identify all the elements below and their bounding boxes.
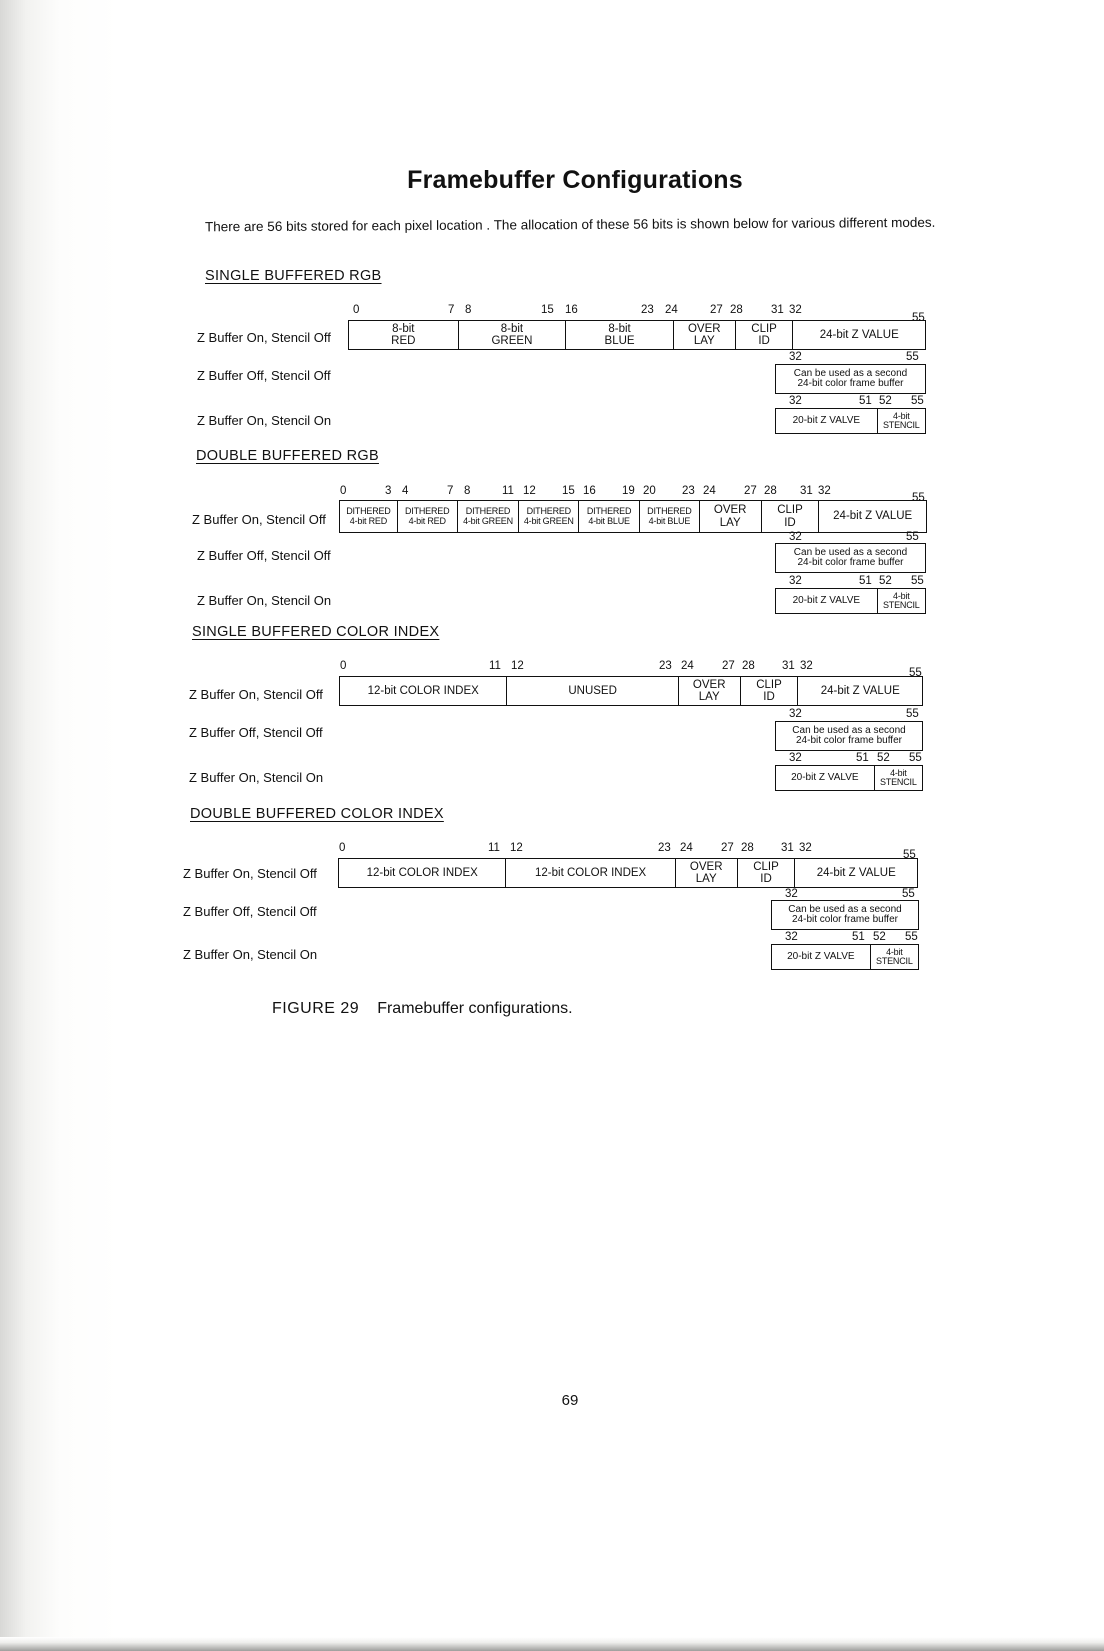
tick-55: 55 — [912, 312, 925, 324]
field-dithered-blue-2: DITHERED 4-bit BLUE — [640, 501, 700, 532]
row-label-z-on-stencil-off-3: Z Buffer On, Stencil Off — [189, 687, 323, 702]
tick2-55: 55 — [912, 492, 925, 504]
figure-caption-text: Framebuffer configurations. — [377, 1000, 573, 1017]
tick2-23: 23 — [682, 485, 695, 497]
tick-zoff-start-3: 32 — [789, 708, 802, 720]
row-label-z-off-stencil-off-3: Z Buffer Off, Stencil Off — [189, 725, 323, 740]
page-title: Framebuffer Configurations — [407, 166, 743, 194]
tick-31: 31 — [771, 304, 784, 316]
field-color-index-12: 12-bit COLOR INDEX — [340, 677, 507, 705]
tick-stencil-52-1: 52 — [879, 395, 892, 407]
tick2-28: 28 — [764, 485, 777, 497]
tick-stencil-51-2: 51 — [859, 575, 872, 587]
field-clip-id-2: CLIP ID — [762, 501, 820, 532]
field-dithered-red-2: DITHERED 4-bit RED — [398, 501, 458, 532]
field-overlay: OVER LAY — [674, 321, 736, 349]
tick-zoff-start-4: 32 — [785, 888, 798, 900]
tick2-8: 8 — [464, 485, 471, 497]
tick3-23: 23 — [659, 660, 672, 672]
bitfield-bar-double-rgb-z-off — [775, 543, 926, 573]
field-stencil-4-3: 4-bit STENCIL — [880, 767, 917, 787]
tick4-28: 28 — [741, 842, 754, 854]
row-label-z-off-stencil-off-2: Z Buffer Off, Stencil Off — [197, 548, 331, 563]
tick-7: 7 — [448, 304, 455, 316]
bitfield-bar-single-rgb-z-off — [775, 364, 926, 394]
tick2-7: 7 — [447, 485, 454, 497]
field-z-value-24: 24-bit Z VALUE — [819, 328, 899, 341]
field-overlay-3: OVER LAY — [679, 677, 741, 705]
tick-28: 28 — [730, 304, 743, 316]
tick-stencil-32-2: 32 — [789, 575, 802, 587]
field-color-index-12-front: 12-bit COLOR INDEX — [339, 859, 506, 887]
tick-8: 8 — [465, 304, 472, 316]
bitfield-bar-single-rgb-z-on — [348, 320, 926, 350]
field-z-value-20-3: 20-bit Z VALVE — [776, 766, 875, 790]
tick4-32: 32 — [799, 842, 812, 854]
tick-15: 15 — [541, 304, 554, 316]
row-label-z-on-stencil-off-4: Z Buffer On, Stencil Off — [183, 866, 317, 881]
tick-24: 24 — [665, 304, 678, 316]
field-dithered-blue-1: DITHERED 4-bit BLUE — [579, 501, 640, 532]
tick3-11: 11 — [489, 660, 501, 672]
bitfield-bar-single-ci-z-on — [339, 676, 923, 706]
row-label-z-off-stencil-off-4: Z Buffer Off, Stencil Off — [183, 904, 317, 919]
tick-stencil-55-4: 55 — [905, 931, 918, 943]
field-z-value-20: 20-bit Z VALVE — [776, 409, 878, 433]
tick4-23: 23 — [658, 842, 671, 854]
row-label-z-on-stencil-off-1: Z Buffer On, Stencil Off — [197, 330, 331, 345]
tick-stencil-51-1: 51 — [859, 395, 872, 407]
tick3-32: 32 — [800, 660, 813, 672]
tick2-0: 0 — [340, 485, 347, 497]
tick2-16: 16 — [583, 485, 596, 497]
tick-zoff-end-1: 55 — [906, 351, 919, 363]
field-z-value-24-4: 24-bit Z VALUE — [816, 866, 896, 879]
tick3-28: 28 — [742, 660, 755, 672]
tick3-27: 27 — [722, 660, 735, 672]
tick2-12: 12 — [523, 485, 536, 497]
bitfield-bar-double-ci-z-off — [771, 900, 919, 930]
field-color-index-12-back: 12-bit COLOR INDEX — [506, 859, 675, 887]
bitfield-bar-double-rgb-stencil-on — [775, 588, 926, 614]
field-second-color-buffer-3: Can be used as a second 24-bit color frame buffer — [792, 724, 906, 746]
tick3-55: 55 — [909, 667, 922, 679]
field-clip-id-3: CLIP ID — [741, 677, 799, 705]
tick-stencil-55-3: 55 — [909, 752, 922, 764]
tick4-12: 12 — [510, 842, 523, 854]
tick-zoff-end-2: 55 — [906, 531, 919, 543]
field-green: 8-bit GREEN — [459, 321, 567, 349]
tick-stencil-51-4: 51 — [852, 931, 865, 943]
row-label-z-on-stencil-on-3: Z Buffer On, Stencil On — [189, 770, 324, 785]
tick2-19: 19 — [622, 485, 635, 497]
row-label-z-on-stencil-off-2: Z Buffer On, Stencil Off — [192, 512, 326, 527]
bitfield-bar-single-rgb-stencil-on — [775, 408, 926, 434]
tick3-12: 12 — [511, 660, 524, 672]
tick-16: 16 — [565, 304, 578, 316]
section-heading-double-buffered-color-index: DOUBLE BUFFERED COLOR INDEX — [190, 806, 444, 822]
field-dithered-green-2: DITHERED 4-bit GREEN — [519, 501, 579, 532]
tick-32: 32 — [789, 304, 802, 316]
tick2-11: 11 — [502, 485, 514, 497]
tick2-31: 31 — [800, 485, 813, 497]
row-label-z-on-stencil-on-4: Z Buffer On, Stencil On — [183, 947, 318, 962]
tick3-24: 24 — [681, 660, 694, 672]
tick4-55: 55 — [903, 849, 916, 861]
tick2-27: 27 — [744, 485, 757, 497]
bitfield-bar-single-ci-z-off — [775, 721, 923, 751]
figure-label: FIGURE 29 — [272, 1000, 360, 1017]
tick-stencil-32-4: 32 — [785, 931, 798, 943]
tick-stencil-55-1: 55 — [911, 395, 924, 407]
field-stencil-4-2: 4-bit STENCIL — [883, 590, 920, 610]
figure-caption — [272, 1000, 573, 1018]
field-z-value-24-3: 24-bit Z VALUE — [820, 684, 900, 697]
field-unused: UNUSED — [507, 677, 678, 705]
field-stencil-4-4: 4-bit STENCIL — [876, 946, 913, 966]
tick-0: 0 — [353, 304, 360, 316]
tick-zoff-end-3: 55 — [906, 708, 919, 720]
field-clip-id: CLIP ID — [736, 321, 794, 349]
tick2-24: 24 — [703, 485, 716, 497]
tick2-4: 4 — [402, 485, 409, 497]
field-second-color-buffer: Can be used as a second 24-bit color frame buffer — [793, 367, 908, 389]
field-stencil-4: 4-bit STENCIL — [883, 410, 920, 430]
tick4-27: 27 — [721, 842, 734, 854]
field-overlay-4: OVER LAY — [676, 859, 738, 887]
tick-stencil-52-3: 52 — [877, 752, 890, 764]
row-label-z-on-stencil-on-2: Z Buffer On, Stencil On — [197, 593, 332, 608]
field-second-color-buffer-4: Can be used as a second 24-bit color frame buffer — [788, 903, 902, 925]
field-dithered-green-1: DITHERED 4-bit GREEN — [458, 501, 520, 532]
field-overlay-2: OVER LAY — [700, 501, 762, 532]
field-z-value-20-4: 20-bit Z VALVE — [772, 945, 871, 969]
tick-stencil-52-2: 52 — [879, 575, 892, 587]
tick-stencil-52-4: 52 — [873, 931, 886, 943]
field-red: 8-bit RED — [349, 321, 459, 349]
tick3-0: 0 — [340, 660, 347, 672]
tick2-20: 20 — [643, 485, 656, 497]
row-label-z-off-stencil-off-1: Z Buffer Off, Stencil Off — [197, 368, 331, 383]
field-z-value-20-2: 20-bit Z VALVE — [776, 589, 878, 613]
tick2-3: 3 — [385, 485, 392, 497]
bitfield-bar-double-ci-stencil-on — [771, 944, 919, 970]
bitfield-bar-double-ci-z-on — [338, 858, 918, 888]
field-dithered-red-1: DITHERED 4-bit RED — [340, 501, 398, 532]
field-z-value-24-2: 24-bit Z VALUE — [833, 510, 913, 523]
section-heading-single-buffered-color-index: SINGLE BUFFERED COLOR INDEX — [192, 624, 440, 640]
tick-27: 27 — [710, 304, 723, 316]
tick2-32: 32 — [818, 485, 831, 497]
tick-zoff-start-1: 32 — [789, 351, 802, 363]
tick4-11: 11 — [488, 842, 500, 854]
tick-zoff-end-4: 55 — [902, 888, 915, 900]
intro-paragraph: There are 56 bits stored for each pixel location . The allocation of these 56 bits is shown below for various different modes. — [204, 214, 936, 235]
section-heading-single-buffered-rgb: SINGLE BUFFERED RGB — [205, 268, 382, 284]
tick3-31: 31 — [782, 660, 795, 672]
bitfield-bar-single-ci-stencil-on — [775, 765, 923, 791]
field-second-color-buffer-2: Can be used as a second 24-bit color frame buffer — [793, 546, 908, 568]
tick2-15: 15 — [562, 485, 575, 497]
page-number: 69 — [561, 1392, 579, 1409]
tick4-0: 0 — [339, 842, 346, 854]
tick-23: 23 — [641, 304, 654, 316]
row-label-z-on-stencil-on-1: Z Buffer On, Stencil On — [197, 413, 332, 428]
tick4-24: 24 — [680, 842, 693, 854]
section-heading-double-buffered-rgb: DOUBLE BUFFERED RGB — [196, 448, 379, 464]
tick-zoff-start-2: 32 — [789, 531, 802, 543]
tick-stencil-55-2: 55 — [911, 575, 924, 587]
tick-stencil-32-3: 32 — [789, 752, 802, 764]
bitfield-bar-double-rgb-z-on — [339, 500, 927, 533]
tick-stencil-32-1: 32 — [789, 395, 802, 407]
tick-stencil-51-3: 51 — [856, 752, 869, 764]
field-blue: 8-bit BLUE — [566, 321, 674, 349]
field-clip-id-4: CLIP ID — [738, 859, 796, 887]
tick4-31: 31 — [781, 842, 794, 854]
